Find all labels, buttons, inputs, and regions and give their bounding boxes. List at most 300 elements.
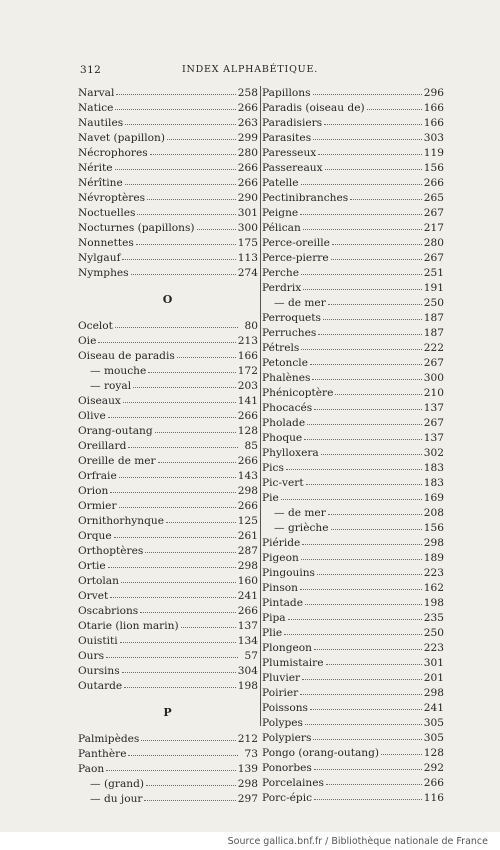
index-entry bbox=[78, 221, 258, 236]
index-entry bbox=[78, 251, 258, 266]
entry-page-number: 156 bbox=[423, 522, 444, 534]
left-index-column bbox=[78, 86, 258, 807]
entry-page-number: 265 bbox=[423, 192, 444, 204]
entry-page-number: 258 bbox=[237, 87, 258, 99]
entry-term: Nylgauf bbox=[78, 252, 121, 264]
dot-leader bbox=[313, 131, 422, 140]
entry-page-number: 301 bbox=[423, 657, 444, 669]
dot-leader bbox=[128, 747, 238, 756]
entry-term: Pintade bbox=[262, 597, 303, 609]
dot-leader bbox=[303, 221, 422, 230]
dot-leader bbox=[155, 424, 236, 433]
entry-page-number: 113 bbox=[237, 252, 258, 264]
entry-page-number: 297 bbox=[237, 793, 258, 805]
dot-leader bbox=[197, 221, 236, 230]
entry-page-number: 139 bbox=[237, 763, 258, 775]
index-entry bbox=[262, 776, 444, 791]
entry-term: Parasites bbox=[262, 132, 312, 144]
entry-page-number: 263 bbox=[237, 117, 258, 129]
entry-term: Natice bbox=[78, 102, 114, 114]
dot-leader bbox=[332, 236, 422, 245]
entry-page-number: 191 bbox=[423, 282, 444, 294]
entry-term: Panthère bbox=[78, 748, 127, 760]
entry-page-number: 300 bbox=[237, 222, 258, 234]
dot-leader bbox=[125, 116, 236, 125]
index-group-n bbox=[78, 86, 258, 281]
entry-term: Pectinibranches bbox=[262, 192, 349, 204]
dot-leader bbox=[301, 341, 421, 350]
dot-leader bbox=[326, 656, 422, 665]
index-entry bbox=[262, 491, 444, 506]
index-entry bbox=[78, 146, 258, 161]
index-entry bbox=[262, 581, 444, 596]
entry-term: Peigne bbox=[262, 207, 299, 219]
entry-page-number: 300 bbox=[423, 372, 444, 384]
entry-page-number: 125 bbox=[237, 515, 258, 527]
dot-leader bbox=[314, 401, 422, 410]
entry-page-number: 208 bbox=[423, 507, 444, 519]
index-entry bbox=[262, 266, 444, 281]
entry-term: Oreillard bbox=[78, 440, 127, 452]
entry-term: Poissons bbox=[262, 702, 308, 714]
dot-leader bbox=[133, 379, 236, 388]
dot-leader bbox=[381, 746, 422, 755]
dot-leader bbox=[300, 581, 422, 590]
entry-term: Perce-pierre bbox=[262, 252, 329, 264]
dot-leader bbox=[350, 191, 422, 200]
index-entry bbox=[262, 446, 444, 461]
entry-page-number: 266 bbox=[237, 500, 258, 512]
entry-page-number: 119 bbox=[423, 147, 444, 159]
entry-term: Pétrels bbox=[262, 342, 300, 354]
entry-page-number: 298 bbox=[237, 778, 258, 790]
dot-leader bbox=[310, 356, 422, 365]
source-credit: Source gallica.bnf.fr / Bibliothèque nationale de France bbox=[227, 836, 488, 847]
entry-page-number: 203 bbox=[237, 380, 258, 392]
entry-term: Névroptères bbox=[78, 192, 146, 204]
entry-page-number: 266 bbox=[237, 102, 258, 114]
entry-term: Plie bbox=[262, 627, 283, 639]
index-entry bbox=[262, 536, 444, 551]
index-entry bbox=[262, 671, 444, 686]
dot-leader bbox=[302, 536, 421, 545]
dot-leader bbox=[125, 176, 236, 185]
column-divider bbox=[260, 86, 261, 726]
entry-term: Narval bbox=[78, 87, 115, 99]
index-entry bbox=[262, 731, 444, 746]
dot-leader bbox=[331, 521, 422, 530]
entry-term: Oreille de mer bbox=[78, 455, 156, 467]
dot-leader bbox=[306, 476, 422, 485]
dot-leader bbox=[331, 251, 422, 260]
entry-page-number: 166 bbox=[237, 350, 258, 362]
entry-term: Phénicoptère bbox=[262, 387, 334, 399]
dot-leader bbox=[321, 446, 422, 455]
entry-term: Perroquets bbox=[262, 312, 321, 324]
entry-term: Oursins bbox=[78, 665, 120, 677]
entry-page-number: 172 bbox=[237, 365, 258, 377]
entry-page-number: 266 bbox=[423, 777, 444, 789]
index-entry bbox=[262, 101, 444, 116]
dot-leader bbox=[177, 349, 236, 358]
entry-term: Nécrophores bbox=[78, 147, 148, 159]
dot-leader bbox=[106, 762, 236, 771]
index-entry bbox=[262, 701, 444, 716]
entry-page-number: 296 bbox=[423, 87, 444, 99]
entry-term: Navet (papillon) bbox=[78, 132, 165, 144]
dot-leader bbox=[335, 386, 421, 395]
dot-leader bbox=[122, 251, 235, 260]
dot-leader bbox=[303, 281, 422, 290]
dot-leader bbox=[301, 266, 422, 275]
entry-term: Ortolan bbox=[78, 575, 119, 587]
entry-term: Paradisiers bbox=[262, 117, 323, 129]
dot-leader bbox=[106, 649, 238, 658]
dot-leader bbox=[147, 191, 236, 200]
entry-term: Perruches bbox=[262, 327, 317, 339]
entry-page-number: 187 bbox=[423, 327, 444, 339]
entry-page-number: 241 bbox=[423, 702, 444, 714]
index-entry bbox=[262, 461, 444, 476]
entry-term: Phoque bbox=[262, 432, 303, 444]
index-entry bbox=[262, 251, 444, 266]
dot-leader bbox=[323, 311, 422, 320]
entry-page-number: 183 bbox=[423, 477, 444, 489]
dot-leader bbox=[144, 792, 235, 801]
dot-leader bbox=[325, 161, 422, 170]
entry-page-number: 210 bbox=[423, 387, 444, 399]
entry-term: Pongo (orang-outang) bbox=[262, 747, 380, 759]
dot-leader bbox=[307, 416, 422, 425]
dot-leader bbox=[314, 761, 422, 770]
dot-leader bbox=[115, 319, 238, 328]
dot-leader bbox=[317, 566, 422, 575]
running-title: INDEX ALPHABÉTIQUE. bbox=[181, 64, 319, 75]
dot-leader bbox=[146, 777, 236, 786]
entry-page-number: 80 bbox=[244, 320, 258, 332]
entry-page-number: 212 bbox=[237, 733, 258, 745]
index-entry bbox=[262, 176, 444, 191]
entry-term: Perdrix bbox=[262, 282, 302, 294]
dot-leader bbox=[140, 604, 236, 613]
entry-term: Pholade bbox=[262, 417, 306, 429]
entry-page-number: 134 bbox=[237, 635, 258, 647]
entry-page-number: 85 bbox=[244, 440, 258, 452]
entry-term: Nérîtine bbox=[78, 177, 123, 189]
entry-page-number: 128 bbox=[237, 425, 258, 437]
entry-page-number: 299 bbox=[237, 132, 258, 144]
entry-page-number: 241 bbox=[237, 590, 258, 602]
dot-leader bbox=[305, 716, 422, 725]
index-entry bbox=[78, 236, 258, 251]
dot-leader bbox=[328, 506, 422, 515]
page-number: 312 bbox=[80, 64, 102, 76]
entry-page-number: 128 bbox=[423, 747, 444, 759]
dot-leader bbox=[324, 116, 422, 125]
dot-leader bbox=[137, 206, 235, 215]
entry-term: Pic-vert bbox=[262, 477, 304, 489]
index-entry bbox=[78, 101, 258, 116]
index-entry bbox=[78, 604, 258, 619]
index-entry bbox=[78, 777, 258, 792]
entry-term: Petoncle bbox=[262, 357, 308, 369]
entry-page-number: 235 bbox=[423, 612, 444, 624]
index-entry bbox=[262, 86, 444, 101]
index-entry bbox=[78, 664, 258, 679]
entry-page-number: 198 bbox=[237, 680, 258, 692]
entry-page-number: 266 bbox=[423, 177, 444, 189]
index-entry bbox=[262, 596, 444, 611]
entry-term: Ouistiti bbox=[78, 635, 118, 647]
dot-leader bbox=[158, 454, 236, 463]
entry-term: Orfraie bbox=[78, 470, 117, 482]
index-entry bbox=[78, 424, 258, 439]
entry-term: Orque bbox=[78, 530, 112, 542]
entry-page-number: 305 bbox=[423, 717, 444, 729]
index-entry bbox=[262, 761, 444, 776]
index-entry bbox=[262, 206, 444, 221]
entry-page-number: 303 bbox=[423, 132, 444, 144]
entry-term: Orthoptères bbox=[78, 545, 144, 557]
index-entry bbox=[78, 529, 258, 544]
entry-term: Nautiles bbox=[78, 117, 124, 129]
entry-term: — de mer bbox=[274, 507, 326, 519]
index-entry bbox=[78, 349, 258, 364]
entry-page-number: 302 bbox=[423, 447, 444, 459]
entry-page-number: 73 bbox=[244, 748, 258, 760]
entry-term: Oie bbox=[78, 335, 97, 347]
dot-leader bbox=[114, 529, 236, 538]
index-entry bbox=[78, 747, 258, 762]
entry-term: Paon bbox=[78, 763, 105, 775]
entry-term: Ortie bbox=[78, 560, 106, 572]
dot-leader bbox=[123, 394, 236, 403]
entry-term: Pinson bbox=[262, 582, 298, 594]
index-group-o bbox=[78, 319, 258, 694]
entry-page-number: 162 bbox=[423, 582, 444, 594]
index-entry bbox=[78, 364, 258, 379]
entry-page-number: 280 bbox=[423, 237, 444, 249]
index-entry bbox=[78, 619, 258, 634]
index-entry bbox=[78, 161, 258, 176]
entry-term: Noctuelles bbox=[78, 207, 136, 219]
dot-leader bbox=[115, 161, 236, 170]
index-entry bbox=[78, 379, 258, 394]
entry-term: Passereaux bbox=[262, 162, 323, 174]
dot-leader bbox=[305, 596, 422, 605]
entry-term: — royal bbox=[90, 380, 132, 392]
entry-term: Paradis (oiseau de) bbox=[262, 102, 365, 114]
entry-page-number: 137 bbox=[237, 620, 258, 632]
index-entry bbox=[78, 484, 258, 499]
entry-term: Nocturnes (papillons) bbox=[78, 222, 195, 234]
entry-term: Ormier bbox=[78, 500, 117, 512]
dot-leader bbox=[108, 409, 236, 418]
index-entry bbox=[262, 131, 444, 146]
index-entry bbox=[262, 551, 444, 566]
entry-term: Plumistaire bbox=[262, 657, 324, 669]
index-entry bbox=[262, 506, 444, 521]
entry-page-number: 267 bbox=[423, 357, 444, 369]
entry-term: Polypiers bbox=[262, 732, 312, 744]
entry-term: Ponorbes bbox=[262, 762, 312, 774]
entry-term: — (grand) bbox=[90, 778, 144, 790]
entry-term: Poirier bbox=[262, 687, 299, 699]
right-index-column bbox=[262, 86, 444, 806]
dot-leader bbox=[167, 131, 236, 140]
index-entry bbox=[262, 686, 444, 701]
dot-leader bbox=[122, 664, 236, 673]
index-entry bbox=[262, 641, 444, 656]
entry-term: Nymphes bbox=[78, 267, 129, 279]
entry-term: — de mer bbox=[274, 297, 326, 309]
dot-leader bbox=[124, 679, 236, 688]
entry-term: Nonnettes bbox=[78, 237, 134, 249]
entry-page-number: 298 bbox=[423, 537, 444, 549]
dot-leader bbox=[300, 686, 422, 695]
entry-page-number: 217 bbox=[423, 222, 444, 234]
index-entry bbox=[78, 514, 258, 529]
dot-leader bbox=[318, 326, 421, 335]
entry-page-number: 290 bbox=[237, 192, 258, 204]
entry-term: Porc-épic bbox=[262, 792, 313, 804]
entry-page-number: 298 bbox=[237, 485, 258, 497]
dot-leader bbox=[288, 611, 422, 620]
dot-leader bbox=[150, 146, 236, 155]
dot-leader bbox=[136, 236, 236, 245]
entry-page-number: 137 bbox=[423, 432, 444, 444]
dot-leader bbox=[313, 86, 422, 95]
dot-leader bbox=[141, 732, 235, 741]
index-entry bbox=[262, 311, 444, 326]
entry-page-number: 266 bbox=[237, 455, 258, 467]
dot-leader bbox=[326, 776, 422, 785]
entry-page-number: 213 bbox=[237, 335, 258, 347]
entry-term: — mouche bbox=[90, 365, 147, 377]
index-entry bbox=[78, 86, 258, 101]
dot-leader bbox=[301, 551, 422, 560]
entry-term: — grièche bbox=[274, 522, 329, 534]
dot-leader bbox=[115, 101, 235, 110]
entry-term: Outarde bbox=[78, 680, 123, 692]
index-entry bbox=[78, 732, 258, 747]
source-footer bbox=[0, 832, 500, 850]
index-entry bbox=[78, 191, 258, 206]
entry-page-number: 187 bbox=[423, 312, 444, 324]
entry-term: Porcelaines bbox=[262, 777, 324, 789]
entry-term: Plongeon bbox=[262, 642, 312, 654]
entry-term: Pie bbox=[262, 492, 279, 504]
index-entry bbox=[262, 236, 444, 251]
dot-leader bbox=[110, 484, 235, 493]
entry-page-number: 141 bbox=[237, 395, 258, 407]
entry-term: Polypes bbox=[262, 717, 303, 729]
index-entry bbox=[78, 469, 258, 484]
index-entry bbox=[78, 334, 258, 349]
index-entry bbox=[262, 791, 444, 806]
entry-page-number: 201 bbox=[423, 672, 444, 684]
index-entry bbox=[262, 326, 444, 341]
index-entry bbox=[78, 544, 258, 559]
entry-term: Perce-oreille bbox=[262, 237, 330, 249]
dot-leader bbox=[110, 589, 236, 598]
entry-page-number: 266 bbox=[237, 410, 258, 422]
entry-page-number: 183 bbox=[423, 462, 444, 474]
dot-leader bbox=[314, 641, 422, 650]
section-letter-o: O bbox=[162, 293, 174, 306]
entry-term: Pluvier bbox=[262, 672, 301, 684]
dot-leader bbox=[304, 431, 422, 440]
dot-leader bbox=[128, 439, 238, 448]
dot-leader bbox=[284, 626, 422, 635]
entry-page-number: 267 bbox=[423, 252, 444, 264]
entry-term: Piéride bbox=[262, 537, 301, 549]
index-entry bbox=[78, 762, 258, 777]
entry-page-number: 292 bbox=[423, 762, 444, 774]
entry-page-number: 160 bbox=[237, 575, 258, 587]
dot-leader bbox=[120, 634, 236, 643]
entry-term: Pics bbox=[262, 462, 284, 474]
index-entry bbox=[262, 746, 444, 761]
entry-term: Orion bbox=[78, 485, 109, 497]
index-entry bbox=[262, 371, 444, 386]
index-entry bbox=[262, 191, 444, 206]
dot-leader bbox=[328, 296, 422, 305]
index-entry bbox=[262, 221, 444, 236]
index-entry bbox=[262, 521, 444, 536]
entry-page-number: 222 bbox=[423, 342, 444, 354]
index-entry bbox=[262, 296, 444, 311]
entry-term: Orvet bbox=[78, 590, 109, 602]
dot-leader bbox=[310, 701, 422, 710]
dot-leader bbox=[116, 86, 235, 95]
entry-page-number: 261 bbox=[237, 530, 258, 542]
index-entry bbox=[78, 409, 258, 424]
entry-page-number: 280 bbox=[237, 147, 258, 159]
entry-page-number: 305 bbox=[423, 732, 444, 744]
dot-leader bbox=[300, 206, 422, 215]
dot-leader bbox=[131, 266, 236, 275]
index-entry bbox=[78, 589, 258, 604]
entry-term: Pigeon bbox=[262, 552, 299, 564]
entry-page-number: 116 bbox=[423, 792, 444, 804]
index-entry bbox=[78, 439, 258, 454]
index-entry bbox=[262, 476, 444, 491]
entry-term: Orang-outang bbox=[78, 425, 153, 437]
index-entry bbox=[78, 649, 258, 664]
dot-leader bbox=[166, 514, 236, 523]
index-entry bbox=[78, 792, 258, 807]
index-entry bbox=[78, 116, 258, 131]
entry-page-number: 266 bbox=[237, 605, 258, 617]
dot-leader bbox=[367, 101, 422, 110]
dot-leader bbox=[281, 491, 422, 500]
entry-page-number: 267 bbox=[423, 417, 444, 429]
entry-term: Ornithorhynque bbox=[78, 515, 164, 527]
entry-page-number: 57 bbox=[244, 650, 258, 662]
entry-term: Otarie (lion marin) bbox=[78, 620, 179, 632]
index-entry bbox=[78, 206, 258, 221]
dot-leader bbox=[121, 574, 236, 583]
entry-page-number: 287 bbox=[237, 545, 258, 557]
index-entry bbox=[78, 131, 258, 146]
entry-term: Ocelot bbox=[78, 320, 113, 332]
entry-page-number: 274 bbox=[237, 267, 258, 279]
entry-page-number: 298 bbox=[423, 687, 444, 699]
index-entry bbox=[78, 319, 258, 334]
dot-leader bbox=[313, 731, 421, 740]
entry-page-number: 301 bbox=[237, 207, 258, 219]
